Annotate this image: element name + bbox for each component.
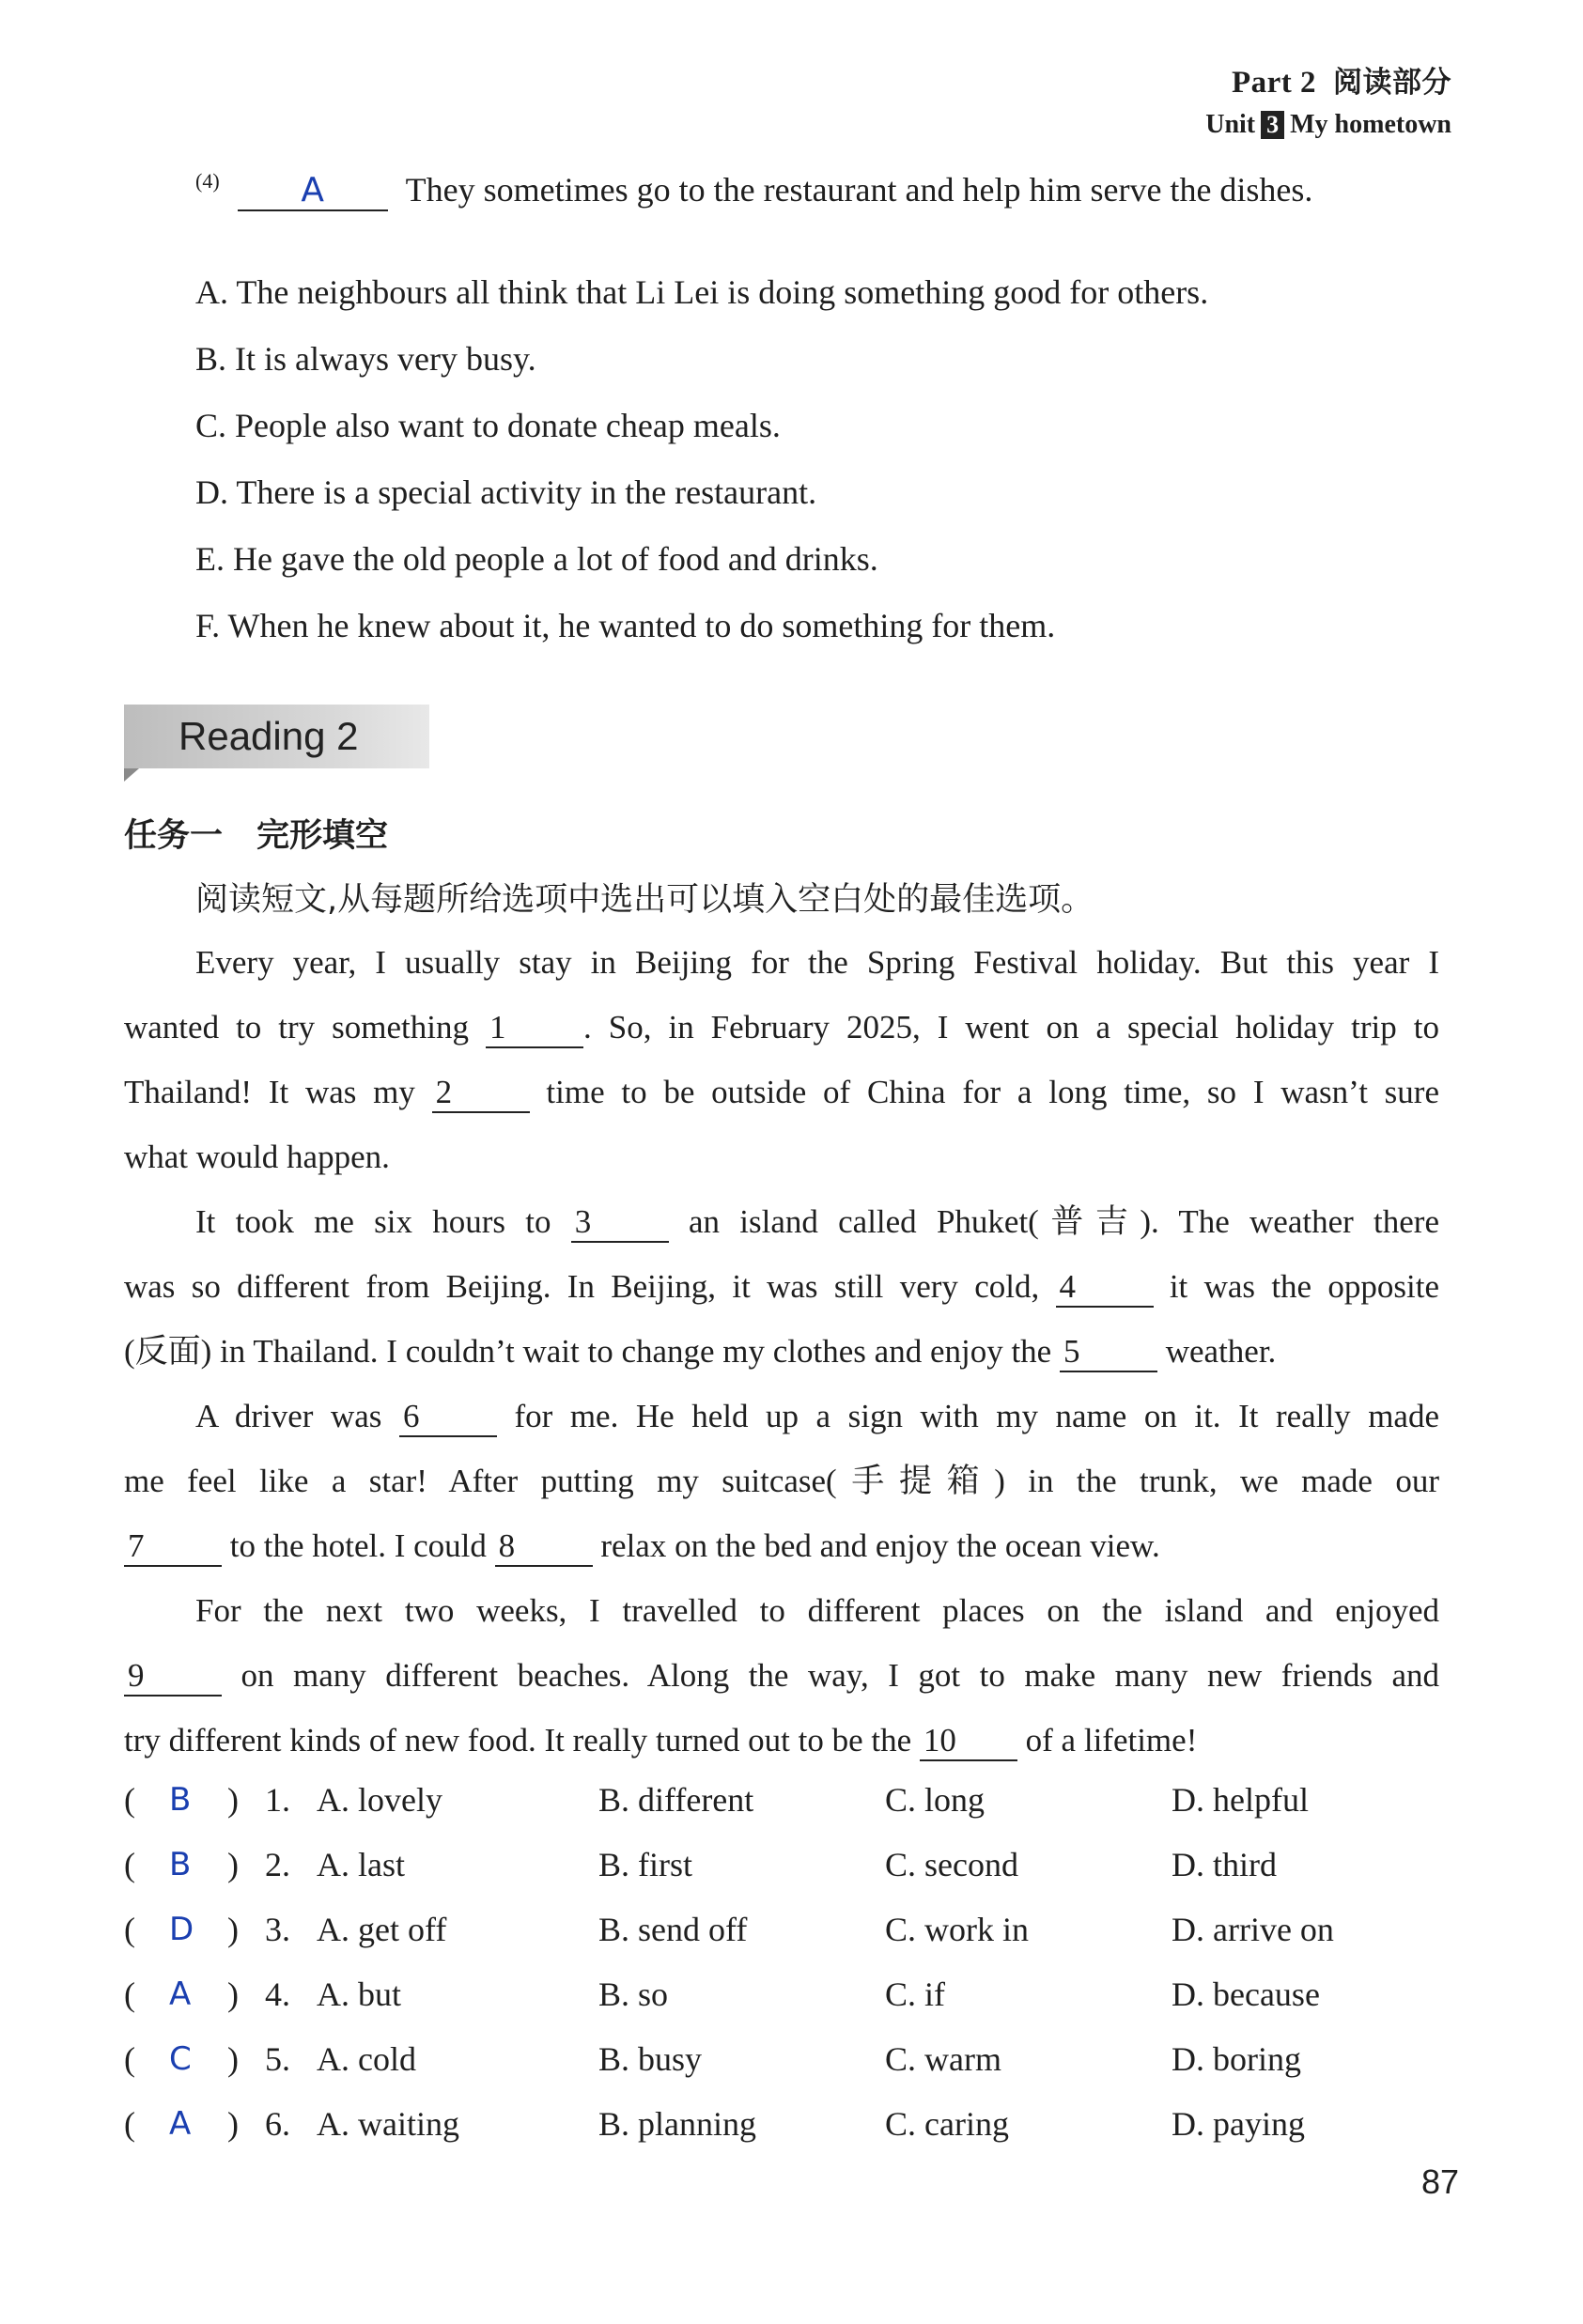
item-4-answer-blank[interactable] [238,170,388,211]
answer-mark[interactable]: D [169,1911,194,1948]
option-item: F. When he knew about it, he wanted to do something for them. [195,607,1056,644]
question-row [124,1768,1458,1833]
question-row [124,2092,1458,2157]
question-number: 3. [265,1911,290,1948]
answer-mark[interactable]: B [169,1846,192,1883]
task-title [124,810,388,857]
choice-b[interactable]: B. busy [598,2040,703,2078]
part-label: Part 2 [1231,66,1316,100]
passage-line [124,1578,1439,1643]
option-list [195,259,1208,659]
passage-text: to the hotel. I could [222,1527,495,1564]
part-heading [1205,58,1451,101]
cloze-blank[interactable]: 4 [1056,1268,1154,1308]
passage-line [124,1319,1439,1384]
passage-line [124,1449,1439,1513]
part-label-cn: 阅读部分 [1333,66,1451,100]
choice-b[interactable]: B. send off [598,1911,748,1948]
passage-line [124,930,1439,995]
item-4-answer: A [301,171,324,209]
choice-d[interactable]: D. arrive on [1172,1911,1334,1948]
cloze-blank[interactable]: 10 [920,1722,1017,1761]
choice-a[interactable]: A. get off [317,1911,447,1948]
passage-line [124,1060,1439,1124]
passage-text: try different kinds of new food. It really turned out to be the [124,1722,920,1758]
cloze-blank[interactable]: 6 [399,1398,497,1437]
choice-d[interactable]: D. because [1172,1975,1320,2013]
passage-text: relax on the bed and enjoy the ocean view. [592,1527,1160,1564]
passage-text: an island called Phuket(普吉). The weather there [668,1203,1439,1240]
choice-d[interactable]: D. third [1172,1846,1277,1883]
passage-text: (反面) in Thailand. I couldn’t wait to change my clothes and enjoy the [124,1333,1060,1370]
unit-number-badge: 3 [1261,111,1284,139]
passage-line [124,1643,1439,1708]
passage-line [124,995,1439,1060]
passage-text: what would happen. [124,1139,390,1175]
question-number: 2. [265,1846,290,1883]
passage-text: time to be outside of China for a long time, so I wasn’t sure [529,1074,1439,1110]
question-number: 1. [265,1781,290,1819]
passage-text: weather. [1156,1333,1277,1370]
question-number: 5. [265,2040,290,2078]
answer-paren-open: ( [124,1911,135,1948]
answer-mark[interactable]: A [169,1975,192,2013]
passage-line [124,1124,1439,1189]
question-row [124,1898,1458,1962]
passage-text: For the next two weeks, I travelled to different places on the island and enjoyed [195,1592,1439,1629]
option-item: B. It is always very busy. [195,340,536,378]
passage-text: was so different from Beijing. In Beijing, it was still very cold, [124,1268,1056,1305]
choice-a[interactable]: A. lovely [317,1781,442,1819]
unit-label: Unit [1205,110,1256,139]
option-item: A. The neighbours all think that Li Lei is doing something good for others. [195,273,1209,311]
cloze-blank[interactable]: 8 [495,1527,593,1567]
question-row [124,1962,1458,2027]
passage-line [124,1708,1439,1773]
answer-paren-open: ( [124,1846,135,1883]
choice-c[interactable]: C. if [885,1975,946,2013]
choice-d[interactable]: D. helpful [1172,1781,1309,1819]
choice-b[interactable]: B. first [598,1846,693,1883]
unit-heading [1205,110,1451,140]
question-list [124,1768,1458,2157]
answer-paren-open: ( [124,1975,135,2013]
choice-a[interactable]: A. last [317,1846,405,1883]
answer-paren-close: ) [227,1975,239,2013]
passage-line [124,1513,1439,1578]
answer-mark[interactable]: C [169,2040,192,2078]
answer-paren-close: ) [227,2105,239,2143]
task-label: 任务一 [124,817,224,855]
choice-a[interactable]: A. cold [317,2040,416,2078]
cloze-blank[interactable]: 9 [124,1657,222,1697]
answer-paren-open: ( [124,2040,135,2078]
choice-d[interactable]: D. paying [1172,2105,1305,2143]
passage-text: of a lifetime! [1017,1722,1198,1758]
passage-line [124,1384,1439,1449]
passage-text: for me. He held up a sign with my name on it. It really made [496,1398,1439,1434]
passage-text: . So, in February 2025, I went on a special holiday trip to [583,1009,1439,1046]
cloze-blank[interactable]: 1 [486,1009,583,1048]
passage-text: Every year, I usually stay in Beijing for the Spring Festival holiday. But this year I [195,944,1439,981]
cloze-blank[interactable]: 2 [432,1074,530,1113]
choice-c[interactable]: C. long [885,1781,985,1819]
answer-paren-close: ) [227,1781,239,1819]
question-number: 4. [265,1975,290,2013]
choice-c[interactable]: C. warm [885,2040,1001,2078]
passage-text: It took me six hours to [195,1203,571,1240]
answer-paren-open: ( [124,2105,135,2143]
banner-fold-decoration [124,768,139,782]
answer-paren-open: ( [124,1781,135,1819]
page-number: 87 [1420,2162,1459,2201]
passage-text: Thailand! It was my [124,1074,432,1110]
item-4 [195,169,1312,211]
passage-line [124,1189,1439,1254]
passage-text: A driver was [195,1398,399,1434]
answer-paren-close: ) [227,1911,239,1948]
question-row [124,2027,1458,2092]
task-name: 完形填空 [256,817,389,855]
answer-mark[interactable]: B [169,1781,192,1819]
choice-d[interactable]: D. boring [1172,2040,1301,2078]
answer-mark[interactable]: A [169,2105,192,2143]
passage-text: me feel like a star! After putting my suitcase(手提箱) in the trunk, we made our [124,1463,1439,1499]
cloze-blank[interactable]: 7 [124,1527,222,1567]
running-header [1205,58,1451,140]
question-number: 6. [265,2105,290,2143]
answer-paren-close: ) [227,1846,239,1883]
section-banner [124,705,429,768]
answer-paren-close: ) [227,2040,239,2078]
option-item: C. People also want to donate cheap meals. [195,407,781,444]
item-4-text: They sometimes go to the restaurant and help him serve the dishes. [405,171,1313,209]
cloze-passage [124,930,1439,1773]
section-title: Reading 2 [178,714,359,758]
option-item: D. There is a special activity in the restaurant. [195,473,817,511]
choice-a[interactable]: A. waiting [317,2105,459,2143]
unit-title: My hometown [1290,110,1451,139]
task-instruction: 阅读短文,从每题所给选项中选出可以填入空白处的最佳选项。 [195,881,1094,919]
passage-text: wanted to try something [124,1009,486,1046]
choice-c[interactable]: C. work in [885,1911,1029,1948]
cloze-blank[interactable]: 3 [571,1203,669,1243]
question-row [124,1833,1458,1898]
cloze-blank[interactable]: 5 [1060,1333,1157,1372]
option-item: E. He gave the old people a lot of food and drinks. [195,540,878,578]
passage-line [124,1254,1439,1319]
choice-a[interactable]: A. but [317,1975,401,2013]
choice-c[interactable]: C. second [885,1846,1018,1883]
choice-c[interactable]: C. caring [885,2105,1009,2143]
passage-text: it was the opposite [1153,1268,1439,1305]
item-4-number: (4) [195,169,220,193]
choice-b[interactable]: B. so [598,1975,669,2013]
choice-b[interactable]: B. different [598,1781,754,1819]
choice-b[interactable]: B. planning [598,2105,756,2143]
passage-text: on many different beaches. Along the way, I got to make many new friends and [222,1657,1439,1694]
